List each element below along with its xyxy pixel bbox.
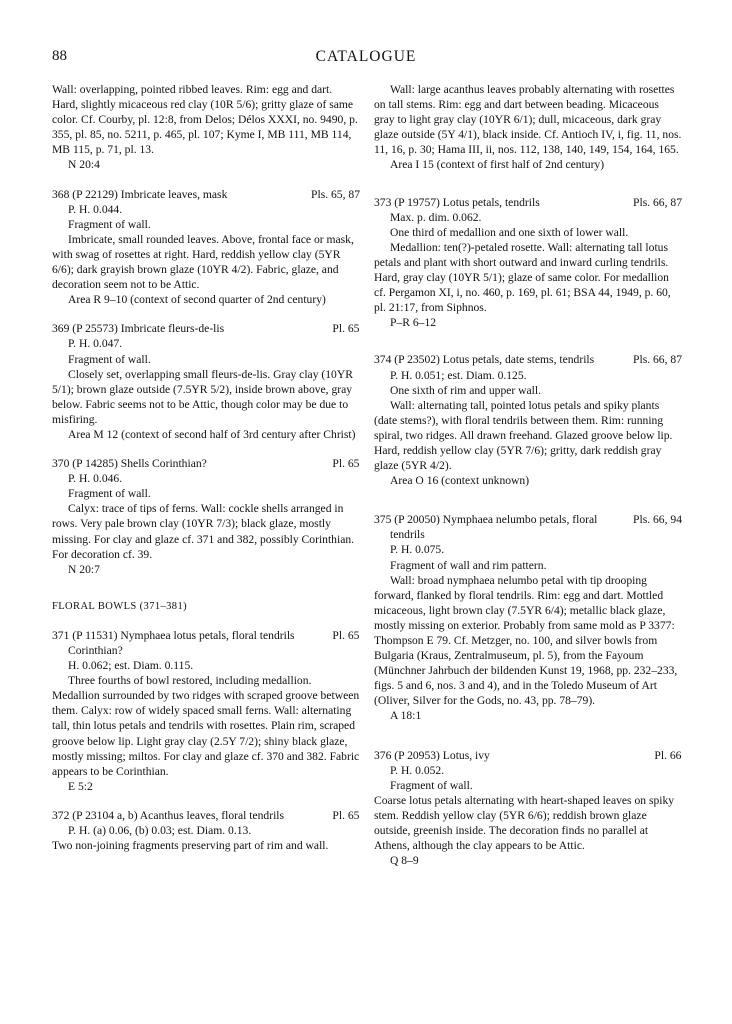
entry-description: Medallion surrounded by two ridges with scraped groove between them. Calyx: row of widely spaced small ferns. Wall: alternating tall, thin lotus petals and tendrils with rosettes. Plain rim, scraped groove below lip. Light gray clay (2.5Y 7/2); shiny black glaze, mostly missing; miltos. For clay and glaze cf. 370 and 382. Fabric appears to be Corinthian. — [52, 689, 360, 778]
entry-context: A 18:1 — [390, 709, 422, 723]
entry-heading — [374, 512, 682, 542]
plate-reference: Pl. 66 — [654, 748, 682, 762]
page-title: CATALOGUE — [315, 48, 417, 65]
entry-dimensions: H. 0.062; est. Diam. 0.115. — [68, 659, 194, 673]
entry-preservation: Fragment of wall. — [68, 217, 151, 231]
entry-preservation: One sixth of rim and upper wall. — [390, 383, 542, 397]
entry-description: Wall: alternating tall, pointed lotus petals and spiky plants (date stems?), with floral tendrils between them. Rim: running spiral, two ridges. All drawn freehand. Glazed groove below lip. Hard, reddish yellow clay (5YR 7/6); gritty, dark reddish gray glaze (5YR 4/2). — [374, 398, 673, 473]
entry-title: 372 (P 23104 a, b) Acanthus leaves, floral tendrils — [52, 808, 285, 822]
entry-title: 369 (P 25573) Imbricate fleurs-de-lis — [52, 322, 225, 336]
entry-description: Two non-joining fragments preserving part of rim and wall. — [52, 839, 329, 853]
entry-dimensions: P. H. 0.046. — [68, 472, 123, 486]
plate-reference: Pls. 65, 87 — [311, 187, 360, 201]
entry-dimensions: P. H. 0.052. — [390, 763, 445, 777]
entry-title: 374 (P 23502) Lotus petals, date stems, tendrils — [374, 353, 595, 367]
entry-preservation: Fragment of wall. — [390, 778, 473, 792]
continued-entry-context: Area I 15 (context of first half of 2nd century) — [390, 158, 605, 172]
catalogue-entry-375 — [374, 512, 682, 723]
entry-heading — [52, 321, 360, 336]
catalogue-entry-368 — [52, 187, 360, 308]
catalogue-entry-376 — [374, 748, 682, 869]
right-column — [374, 82, 682, 868]
continued-entry-text: Wall: large acanthus leaves probably alternating with rosettes on tall stems. Rim: egg and dart between beading. Micaceous gray to light gray clay (10YR 6/1); dull, micaceous, dark gray glaze outside (5Y 4/1), black inside. Cf. Antioch IV, i, fig. 11, nos. 11, 16, p. 30; Hama III, ii, nos. 112, 138, 140, 149, 154, 164, 165. — [374, 83, 682, 157]
entry-heading — [52, 187, 360, 202]
entry-heading — [374, 748, 682, 763]
entry-description: Imbricate, small rounded leaves. Above, frontal face or mask, with swag of rosettes at right. Hard, reddish yellow clay (5YR 6/6); dark grayish brown glaze (10YR 4/2). Fabric, glaze, and decoration seem not to be Attic. — [52, 232, 354, 292]
entry-preservation: Fragment of wall. — [68, 487, 151, 501]
entry-dimensions: P. H. (a) 0.06, (b) 0.03; est. Diam. 0.13. — [68, 824, 252, 838]
entry-context: E 5:2 — [68, 779, 93, 793]
plate-reference: Pl. 65 — [332, 628, 360, 642]
plate-reference: Pls. 66, 94 — [633, 513, 682, 527]
section-heading: FLORAL BOWLS (371–381) — [52, 600, 187, 612]
entry-context: Area O 16 (context unknown) — [390, 474, 530, 488]
entry-preservation: Three fourths of bowl restored, including medallion. — [68, 674, 312, 688]
entry-title: 376 (P 20953) Lotus, ivy — [374, 748, 490, 762]
entry-heading — [374, 195, 682, 210]
page-number: 88 — [52, 48, 67, 64]
plate-reference: Pl. 65 — [332, 808, 360, 822]
entry-description: Closely set, overlapping small fleurs-de-lis. Gray clay (10YR 5/1); brown glaze outside (7.5YR 5/2), inside brown above, gray below. Fabric seems not to be Attic, though color may be due to misfiring. — [52, 367, 353, 426]
entry-context: Area M 12 (context of second half of 3rd century after Christ) — [68, 427, 356, 441]
continued-entry-context: N 20:4 — [68, 158, 100, 172]
continued-entry-text: Wall: overlapping, pointed ribbed leaves. Rim: egg and dart. Hard, slightly micaceous red clay (10R 5/6); gritty glaze of same color. Cf. Courby, pl. 12:8, from Delos; Délos XXXI, no. 9490, p. 355, pl. 85, no. 5211, p. 465, pl. 107; Kyme I, MB 111, MB 114, MB 115, p. 71, pl. 13. — [52, 83, 358, 157]
entry-description: Coarse lotus petals alternating with heart-shaped leaves on spiky stem. Reddish yellow clay (5YR 6/6); reddish brown glaze outside, greenish inside. The decoration finds no parallel at Athens, although the clay appears to be Attic. — [374, 793, 675, 853]
entry-description: Wall: broad nymphaea nelumbo petal with tip drooping forward, flanked by floral tendrils. Rim: egg and dart. Mottled micaceous, light brown clay (7.5YR 6/4); metallic black glaze, mostly missing on exterior. Probably from same mold as P 3377: Thompson E 79. Cf. Metzger, no. 100, and silver bowls from Bulgaria (Kraus, Zentralmuseum, pl. 5), from the Fayoum (Münchner Jahrbuch der bildenden Kunst 19, 1968, pp. 232–233, figs. 5 and 6, nos. 3 and 4), and in the Toledo Museum of Art (Oliver, Silver for the Gods, no. 43, pp. 78–79). — [374, 573, 678, 708]
catalogue-entry-369 — [52, 321, 360, 442]
entry-preservation: Fragment of wall and rim pattern. — [390, 558, 547, 572]
entry-title: 370 (P 14285) Shells Corinthian? — [52, 457, 207, 471]
entry-heading — [374, 352, 682, 367]
catalogue-entry-374 — [374, 352, 682, 488]
entry-description: Calyx: trace of tips of ferns. Wall: cockle shells arranged in rows. Very pale brown clay (10YR 7/3); black glaze, mostly missing. For clay and glaze cf. 371 and 382, possibly Corinthian. For decoration cf. 39. — [52, 502, 355, 561]
entry-dimensions: P. H. 0.051; est. Diam. 0.125. — [390, 368, 527, 382]
catalogue-entry-370 — [52, 456, 360, 577]
catalogue-entry-372 — [52, 808, 360, 853]
plate-reference: Pl. 65 — [332, 457, 360, 471]
entry-context: P–R 6–12 — [390, 316, 437, 330]
catalogue-entry-371 — [52, 628, 360, 794]
entry-preservation: One third of medallion and one sixth of lower wall. — [390, 225, 629, 239]
plate-reference: Pls. 66, 87 — [633, 353, 682, 367]
entry-title: 368 (P 22129) Imbricate leaves, mask — [52, 187, 228, 201]
entry-preservation: Fragment of wall. — [68, 352, 151, 366]
entry-heading — [52, 628, 360, 658]
entry-title: 375 (P 20050) Nymphaea nelumbo petals, floral tendrils — [374, 513, 598, 542]
entry-context: Q 8–9 — [390, 854, 419, 868]
catalogue-entry-373 — [374, 195, 682, 331]
entry-title: 371 (P 11531) Nymphaea lotus petals, floral tendrils Corinthian? — [52, 628, 295, 657]
left-column — [52, 82, 360, 853]
entry-context: Area R 9–10 (context of second quarter of 2nd century) — [68, 293, 326, 307]
entry-title: 373 (P 19757) Lotus petals, tendrils — [374, 195, 540, 209]
entry-dimensions: Max. p. dim. 0.062. — [390, 210, 482, 224]
plate-reference: Pl. 65 — [332, 322, 360, 336]
entry-context: N 20:7 — [68, 562, 100, 576]
entry-dimensions: P. H. 0.044. — [68, 202, 123, 216]
page-header — [52, 48, 680, 70]
plate-reference: Pls. 66, 87 — [633, 195, 682, 209]
entry-heading — [52, 456, 360, 471]
entry-dimensions: P. H. 0.075. — [390, 543, 445, 557]
entry-description: Medallion: ten(?)-petaled rosette. Wall: alternating tall lotus petals and plant with short outward and inward curling tendrils. Hard, gray clay (10YR 5/1); glaze of same color. For medallion cf. Pergamon XI, i, no. 460, p. 169, pl. 61; BSA 44, 1949, p. 60, pl. 21:17, from Siphnos. — [374, 240, 671, 315]
entry-heading — [52, 808, 360, 823]
entry-dimensions: P. H. 0.047. — [68, 337, 123, 351]
